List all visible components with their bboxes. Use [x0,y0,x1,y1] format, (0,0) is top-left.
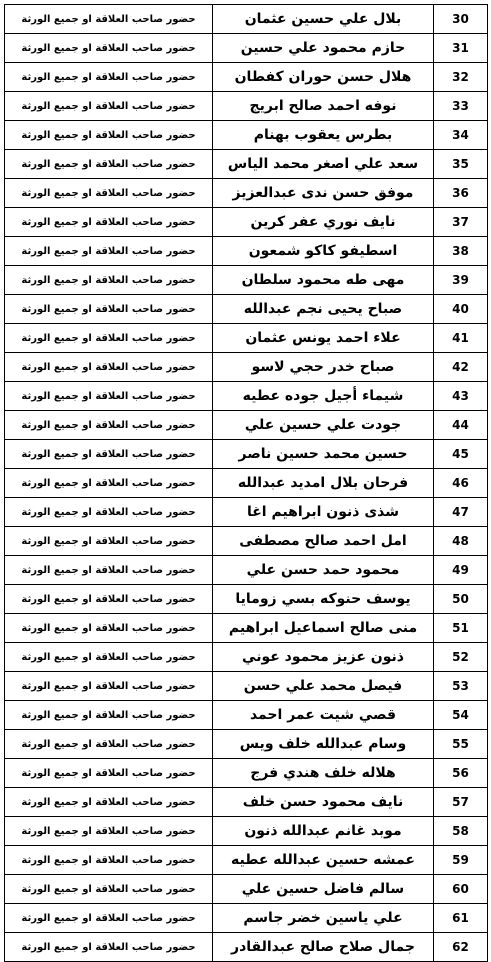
row-note-cell [5,527,213,556]
row-note: حضور صاحب العلاقة او جميع الورثة [21,42,196,54]
row-note: حضور صاحب العلاقة او جميع الورثة [21,738,196,750]
row-note-cell [5,208,213,237]
row-number: 45 [434,440,488,469]
row-number: 52 [434,643,488,672]
row-note-cell [5,701,213,730]
row-note-cell [5,353,213,382]
row-number: 37 [434,208,488,237]
table-row [5,34,488,63]
table-row [5,179,488,208]
table-row [5,150,488,179]
row-number: 33 [434,92,488,121]
row-name: نايف نوري عفر كرين [213,208,434,237]
row-number: 54 [434,701,488,730]
table-row [5,585,488,614]
row-note: حضور صاحب العلاقة او جميع الورثة [21,419,196,431]
row-name: بلال علي حسين عثمان [213,5,434,34]
row-number: 61 [434,904,488,933]
row-note: حضور صاحب العلاقة او جميع الورثة [21,361,196,373]
row-note-cell [5,643,213,672]
row-number: 35 [434,150,488,179]
row-name: يوسف حنوكه بسي زومايا [213,585,434,614]
table-row [5,614,488,643]
row-number: 38 [434,237,488,266]
row-note: حضور صاحب العلاقة او جميع الورثة [21,216,196,228]
row-number: 31 [434,34,488,63]
row-note-cell [5,730,213,759]
table-row [5,208,488,237]
row-number: 50 [434,585,488,614]
row-note-cell [5,846,213,875]
table-row [5,382,488,411]
row-name: سعد علي اصغر محمد الياس [213,150,434,179]
row-name: شيماء أجيل جوده عطيه [213,382,434,411]
row-name: منى صالح اسماعيل ابراهيم [213,614,434,643]
row-name: هلال حسن حوران كفطان [213,63,434,92]
row-note: حضور صاحب العلاقة او جميع الورثة [21,680,196,692]
table-row [5,556,488,585]
table-row [5,5,488,34]
row-note: حضور صاحب العلاقة او جميع الورثة [21,709,196,721]
row-number: 32 [434,63,488,92]
row-note: حضور صاحب العلاقة او جميع الورثة [21,767,196,779]
table-row [5,817,488,846]
table-row [5,440,488,469]
row-note: حضور صاحب العلاقة او جميع الورثة [21,912,196,924]
row-number: 47 [434,498,488,527]
row-note-cell [5,63,213,92]
row-name: نوفه احمد صالح ابريج [213,92,434,121]
row-note-cell [5,121,213,150]
row-number: 42 [434,353,488,382]
row-name: صباح خدر حجي لاسو [213,353,434,382]
row-note-cell [5,440,213,469]
row-note-cell [5,498,213,527]
row-note-cell [5,266,213,295]
row-note-cell [5,933,213,962]
row-number: 55 [434,730,488,759]
row-number: 30 [434,5,488,34]
row-number: 48 [434,527,488,556]
row-number: 44 [434,411,488,440]
row-name: هلاله خلف هندي فرج [213,759,434,788]
row-name: فرحان بلال امديد عبدالله [213,469,434,498]
row-name: مهى طه محمود سلطان [213,266,434,295]
table-row [5,266,488,295]
table-row [5,730,488,759]
table-row [5,701,488,730]
table-row [5,759,488,788]
row-note-cell [5,904,213,933]
table-row [5,63,488,92]
row-note: حضور صاحب العلاقة او جميع الورثة [21,100,196,112]
row-note-cell [5,179,213,208]
table-row [5,92,488,121]
row-name: ذنون عزيز محمود عوني [213,643,434,672]
row-number: 59 [434,846,488,875]
row-note: حضور صاحب العلاقة او جميع الورثة [21,622,196,634]
row-note-cell [5,237,213,266]
row-note-cell [5,34,213,63]
row-number: 58 [434,817,488,846]
row-note: حضور صاحب العلاقة او جميع الورثة [21,187,196,199]
row-name: علاء احمد يونس عثمان [213,324,434,353]
row-name: وسام عبدالله خلف ويس [213,730,434,759]
table-row [5,498,488,527]
row-number: 39 [434,266,488,295]
row-number: 49 [434,556,488,585]
row-name: سالم فاضل حسين علي [213,875,434,904]
row-note: حضور صاحب العلاقة او جميع الورثة [21,825,196,837]
row-number: 56 [434,759,488,788]
row-note-cell [5,469,213,498]
table-row [5,324,488,353]
row-number: 43 [434,382,488,411]
row-note: حضور صاحب العلاقة او جميع الورثة [21,448,196,460]
row-note-cell [5,875,213,904]
row-number: 34 [434,121,488,150]
names-table-body [5,5,488,962]
row-name: نايف محمود حسن خلف [213,788,434,817]
row-note: حضور صاحب العلاقة او جميع الورثة [21,245,196,257]
table-row [5,527,488,556]
row-name: صباح يحيى نجم عبدالله [213,295,434,324]
row-name: موبد غانم عبدالله ذنون [213,817,434,846]
row-note-cell [5,817,213,846]
row-note-cell [5,614,213,643]
row-note-cell [5,324,213,353]
names-table [4,4,488,962]
row-note: حضور صاحب العلاقة او جميع الورثة [21,71,196,83]
row-number: 36 [434,179,488,208]
table-row [5,237,488,266]
row-note-cell [5,759,213,788]
table-row [5,904,488,933]
row-name: اسطيفو كاكو شمعون [213,237,434,266]
row-note: حضور صاحب العلاقة او جميع الورثة [21,883,196,895]
row-number: 62 [434,933,488,962]
row-name: قصي شيت عمر احمد [213,701,434,730]
row-name: حسين محمد حسين ناصر [213,440,434,469]
row-number: 40 [434,295,488,324]
table-row [5,875,488,904]
row-note: حضور صاحب العلاقة او جميع الورثة [21,390,196,402]
row-note-cell [5,585,213,614]
row-name: علي ياسين خضر جاسم [213,904,434,933]
row-name: حازم محمود علي حسين [213,34,434,63]
row-name: جمال صلاح صالح عبدالقادر [213,933,434,962]
row-name: موفق حسن ندى عبدالعزيز [213,179,434,208]
row-name: بطرس يعقوب بهنام [213,121,434,150]
row-note-cell [5,382,213,411]
row-note-cell [5,5,213,34]
row-note: حضور صاحب العلاقة او جميع الورثة [21,129,196,141]
table-row [5,295,488,324]
row-number: 57 [434,788,488,817]
row-note-cell [5,411,213,440]
row-note-cell [5,556,213,585]
row-note: حضور صاحب العلاقة او جميع الورثة [21,564,196,576]
row-note-cell [5,150,213,179]
table-row [5,846,488,875]
row-number: 41 [434,324,488,353]
row-name: عمشه حسين عبدالله عطيه [213,846,434,875]
row-note: حضور صاحب العلاقة او جميع الورثة [21,941,196,953]
row-note-cell [5,295,213,324]
table-row [5,411,488,440]
row-name: فيصل محمد علي حسن [213,672,434,701]
row-note: حضور صاحب العلاقة او جميع الورثة [21,506,196,518]
row-note: حضور صاحب العلاقة او جميع الورثة [21,332,196,344]
row-note: حضور صاحب العلاقة او جميع الورثة [21,13,196,25]
row-note: حضور صاحب العلاقة او جميع الورثة [21,274,196,286]
row-note: حضور صاحب العلاقة او جميع الورثة [21,796,196,808]
row-note-cell [5,92,213,121]
row-number: 53 [434,672,488,701]
table-row [5,469,488,498]
row-note-cell [5,672,213,701]
row-number: 60 [434,875,488,904]
row-note: حضور صاحب العلاقة او جميع الورثة [21,593,196,605]
row-note-cell [5,788,213,817]
row-name: محمود حمد حسن علي [213,556,434,585]
row-number: 51 [434,614,488,643]
row-note: حضور صاحب العلاقة او جميع الورثة [21,477,196,489]
row-note: حضور صاحب العلاقة او جميع الورثة [21,535,196,547]
table-row [5,672,488,701]
table-row [5,643,488,672]
table-row [5,788,488,817]
row-note: حضور صاحب العلاقة او جميع الورثة [21,854,196,866]
row-note: حضور صاحب العلاقة او جميع الورثة [21,158,196,170]
row-note: حضور صاحب العلاقة او جميع الورثة [21,303,196,315]
row-number: 46 [434,469,488,498]
table-row [5,121,488,150]
row-name: امل احمد صالح مصطفى [213,527,434,556]
table-row [5,933,488,962]
row-note: حضور صاحب العلاقة او جميع الورثة [21,651,196,663]
row-name: شذى ذنون ابراهيم اغا [213,498,434,527]
table-row [5,353,488,382]
row-name: جودت علي حسين علي [213,411,434,440]
